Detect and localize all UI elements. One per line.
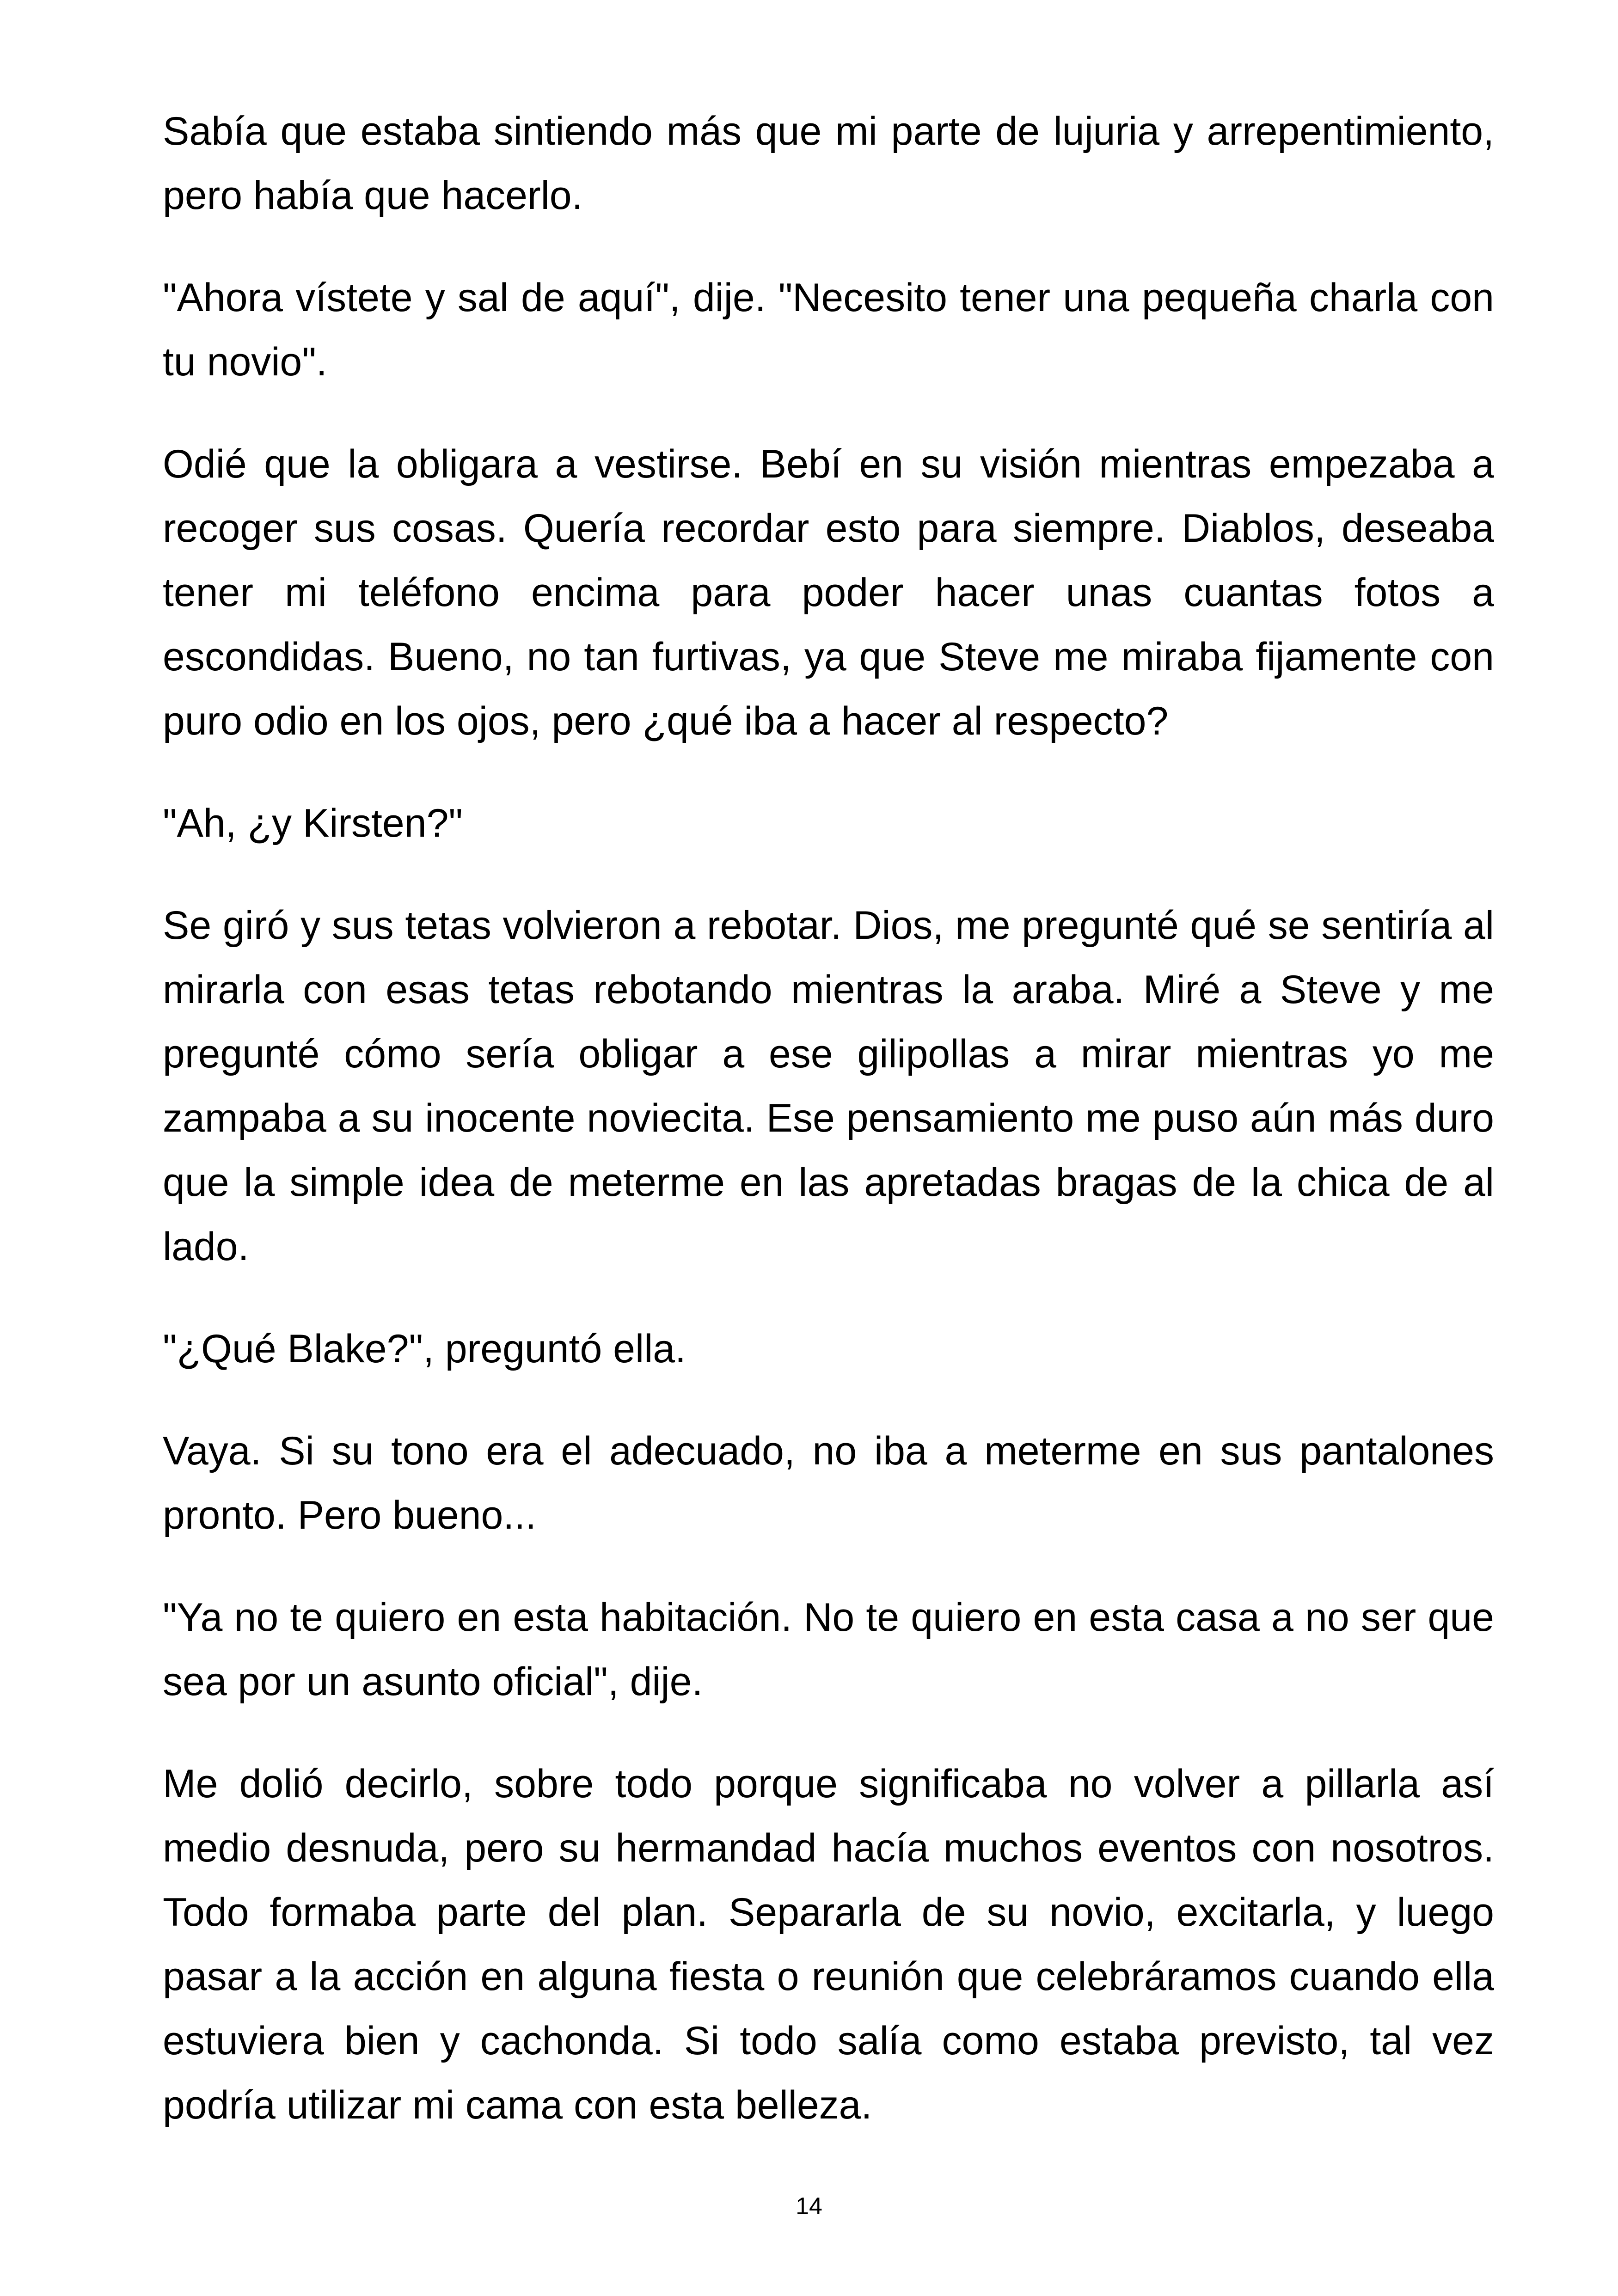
paragraph: Me dolió decirlo, sobre todo porque significaba no volver a pillarla así medio desnuda, pero su hermandad hacía muchos eventos con nosotros. Todo formaba parte del plan. Separarla de su novio, excitarla, y luego pasar a la acción en alguna fiesta o reunión que celebráramos cuando ella estuviera bien y cachonda. Si todo salía como estaba previsto, tal vez podría utilizar mi cama con esta belleza.	[163, 1762, 1494, 2127]
paragraph: "Ya no te quiero en esta habitación. No te quiero en esta casa a no ser que sea por un asunto oficial", dije.	[163, 1595, 1494, 1704]
paragraph: Odié que la obligara a vestirse. Bebí en su visión mientras empezaba a recoger sus cosas. Quería recordar esto para siempre. Diablos, deseaba tener mi teléfono encima para poder hacer unas cuantas fotos a escondidas. Bueno, no tan furtivas, ya que Steve me miraba fijamente con puro odio en los ojos, pero ¿qué iba a hacer al respecto?	[163, 442, 1494, 743]
paragraph: "¿Qué Blake?", preguntó ella.	[163, 1327, 686, 1371]
paragraph: "Ahora vístete y sal de aquí", dije. "Necesito tener una pequeña charla con tu novio".	[163, 276, 1494, 384]
paragraph: "Ah, ¿y Kirsten?"	[163, 801, 463, 845]
paragraph: Se giró y sus tetas volvieron a rebotar. Dios, me pregunté qué se sentiría al mirarla con esas tetas rebotando mientras la araba. Miré a Steve y me pregunté cómo sería obligar a ese gilipollas a mirar mientras yo me zampaba a su inocente noviecita. Ese pensamiento me puso aún más duro que la simple idea de meterme en las apretadas bragas de la chica de al lado.	[163, 903, 1494, 1269]
paragraph: Sabía que estaba sintiendo más que mi parte de lujuria y arrepentimiento, pero había que hacerlo.	[163, 109, 1494, 218]
body-text	[163, 99, 1494, 2175]
page-number: 14	[796, 2193, 822, 2220]
paragraph: Vaya. Si su tono era el adecuado, no iba a meterme en sus pantalones pronto. Pero bueno...	[163, 1429, 1494, 1537]
